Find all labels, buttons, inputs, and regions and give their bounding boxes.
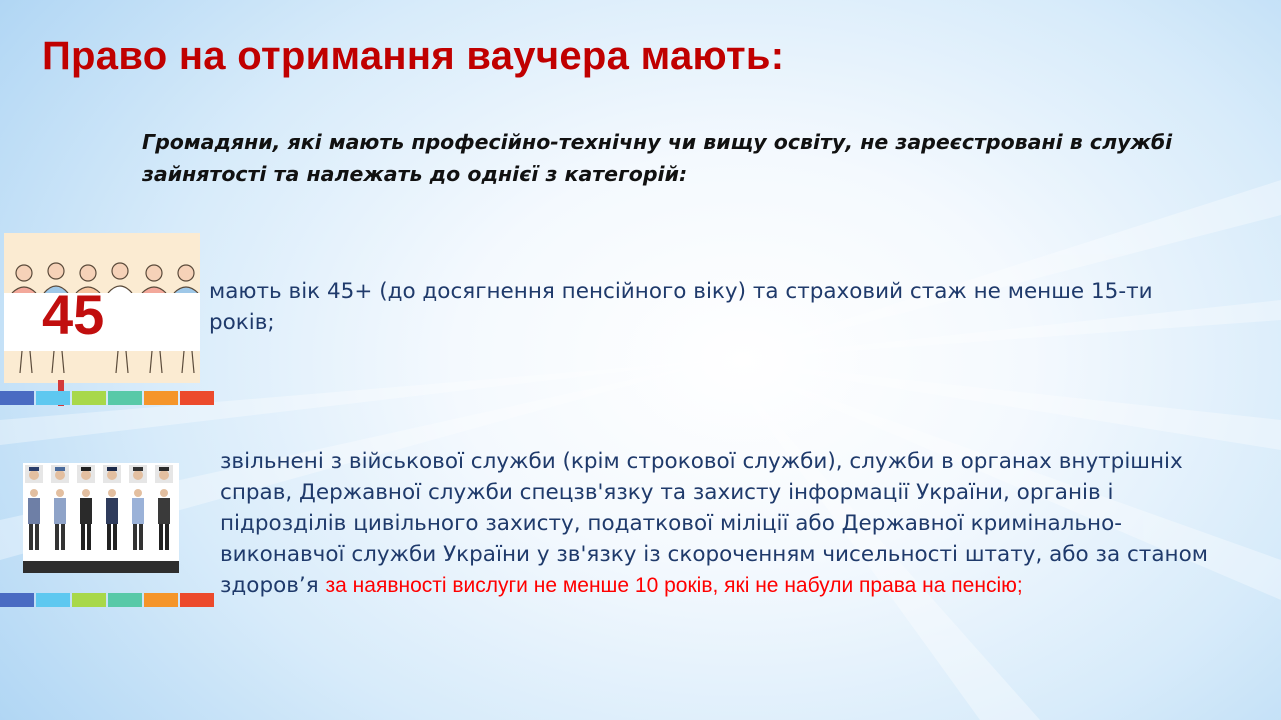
- strip-segment-teal: [108, 391, 142, 405]
- strip-segment-red: [180, 593, 214, 607]
- uniformed-people-icon: [23, 463, 179, 561]
- item-text-military: [220, 446, 1230, 601]
- item-text-age: мають вік 45+ (до досягнення пенсійного віку) та страховий стаж не менше 15-ти років;: [209, 279, 1153, 335]
- strip-segment-green: [72, 391, 106, 405]
- strip-segment-blue: [0, 391, 34, 405]
- color-strip-1: [0, 391, 216, 405]
- age-number: 45: [42, 283, 105, 346]
- strip-segment-orange: [144, 593, 178, 607]
- age-45-illustration: [4, 233, 200, 383]
- strip-segment-blue: [0, 593, 34, 607]
- strip-segment-teal: [108, 593, 142, 607]
- strip-segment-cyan: [36, 593, 70, 607]
- intro-text: Громадяни, які мають професійно-технічну чи вищу освіту, не зареєстровані в службі зайнятості та належать до однієї з категорій:: [142, 130, 1173, 186]
- strip-segment-red: [180, 391, 214, 405]
- strip-segment-green: [72, 593, 106, 607]
- military-text-highlight: за наявності вислуги не менше 10 років, які не набули права на пенсію;: [325, 574, 1023, 597]
- strip-segment-orange: [144, 391, 178, 405]
- slide-title: Право на отримання ваучера мають:: [42, 34, 785, 78]
- military-text-main: звільнені з військової служби (крім строкової служби), служби в органах внутрішніх справ, Державної служби спецзв'язку та захисту інформації України, органів і підрозділів цивільного захисту, податкової міліції або Державної кримінально-виконавчої служби України у зв'язку із скороченням чисельності штату, або за станом здоров’я: [220, 449, 1208, 598]
- strip-segment-cyan: [36, 391, 70, 405]
- illustration-footer: [23, 561, 179, 573]
- color-strip-2: [0, 593, 216, 607]
- uniformed-services-illustration: [23, 463, 179, 573]
